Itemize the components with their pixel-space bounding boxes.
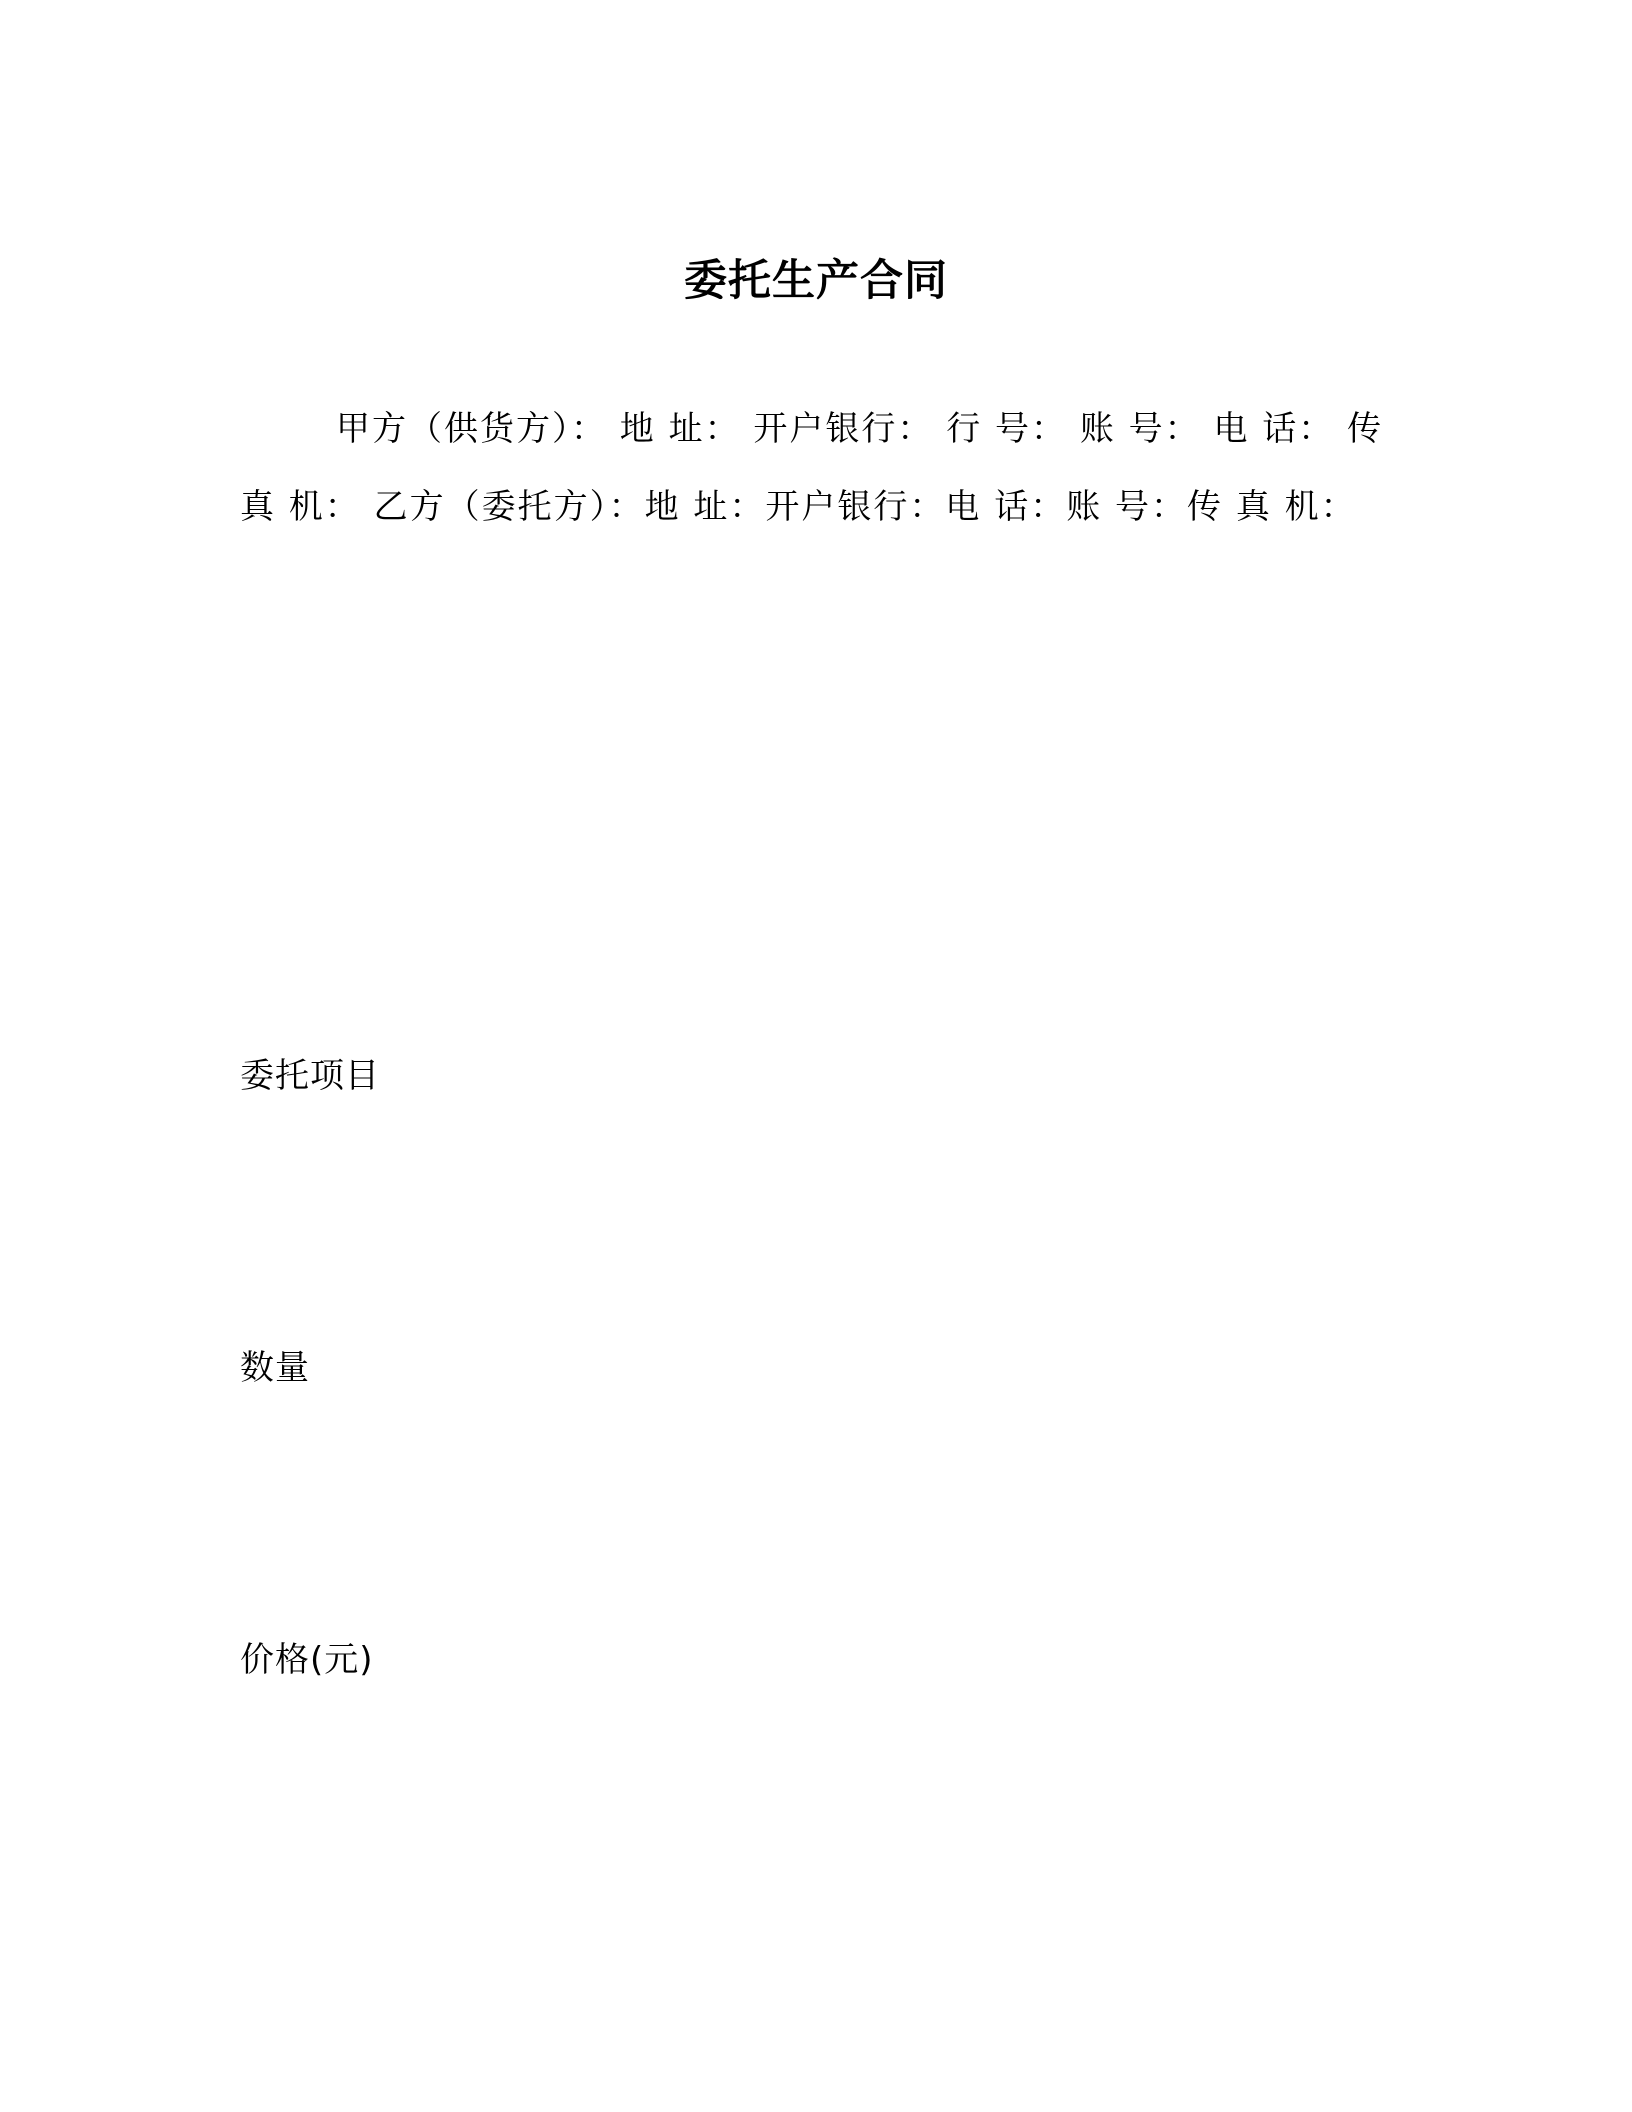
parties-info-paragraph: 甲方（供货方）： 地 址： 开户银行： 行 号： 账 号： 电 话： 传 真 机： 乙方（委托方）：地 址：开户银行：电 话：账 号：传 真 机： (240, 409, 1384, 527)
section-label-project: 委托项目 (240, 1056, 380, 1096)
section-label-quantity: 数量 (240, 1348, 310, 1388)
section-label-price: 价格(元) (240, 1640, 374, 1680)
contract-title: 委托生产合同 (684, 255, 948, 306)
